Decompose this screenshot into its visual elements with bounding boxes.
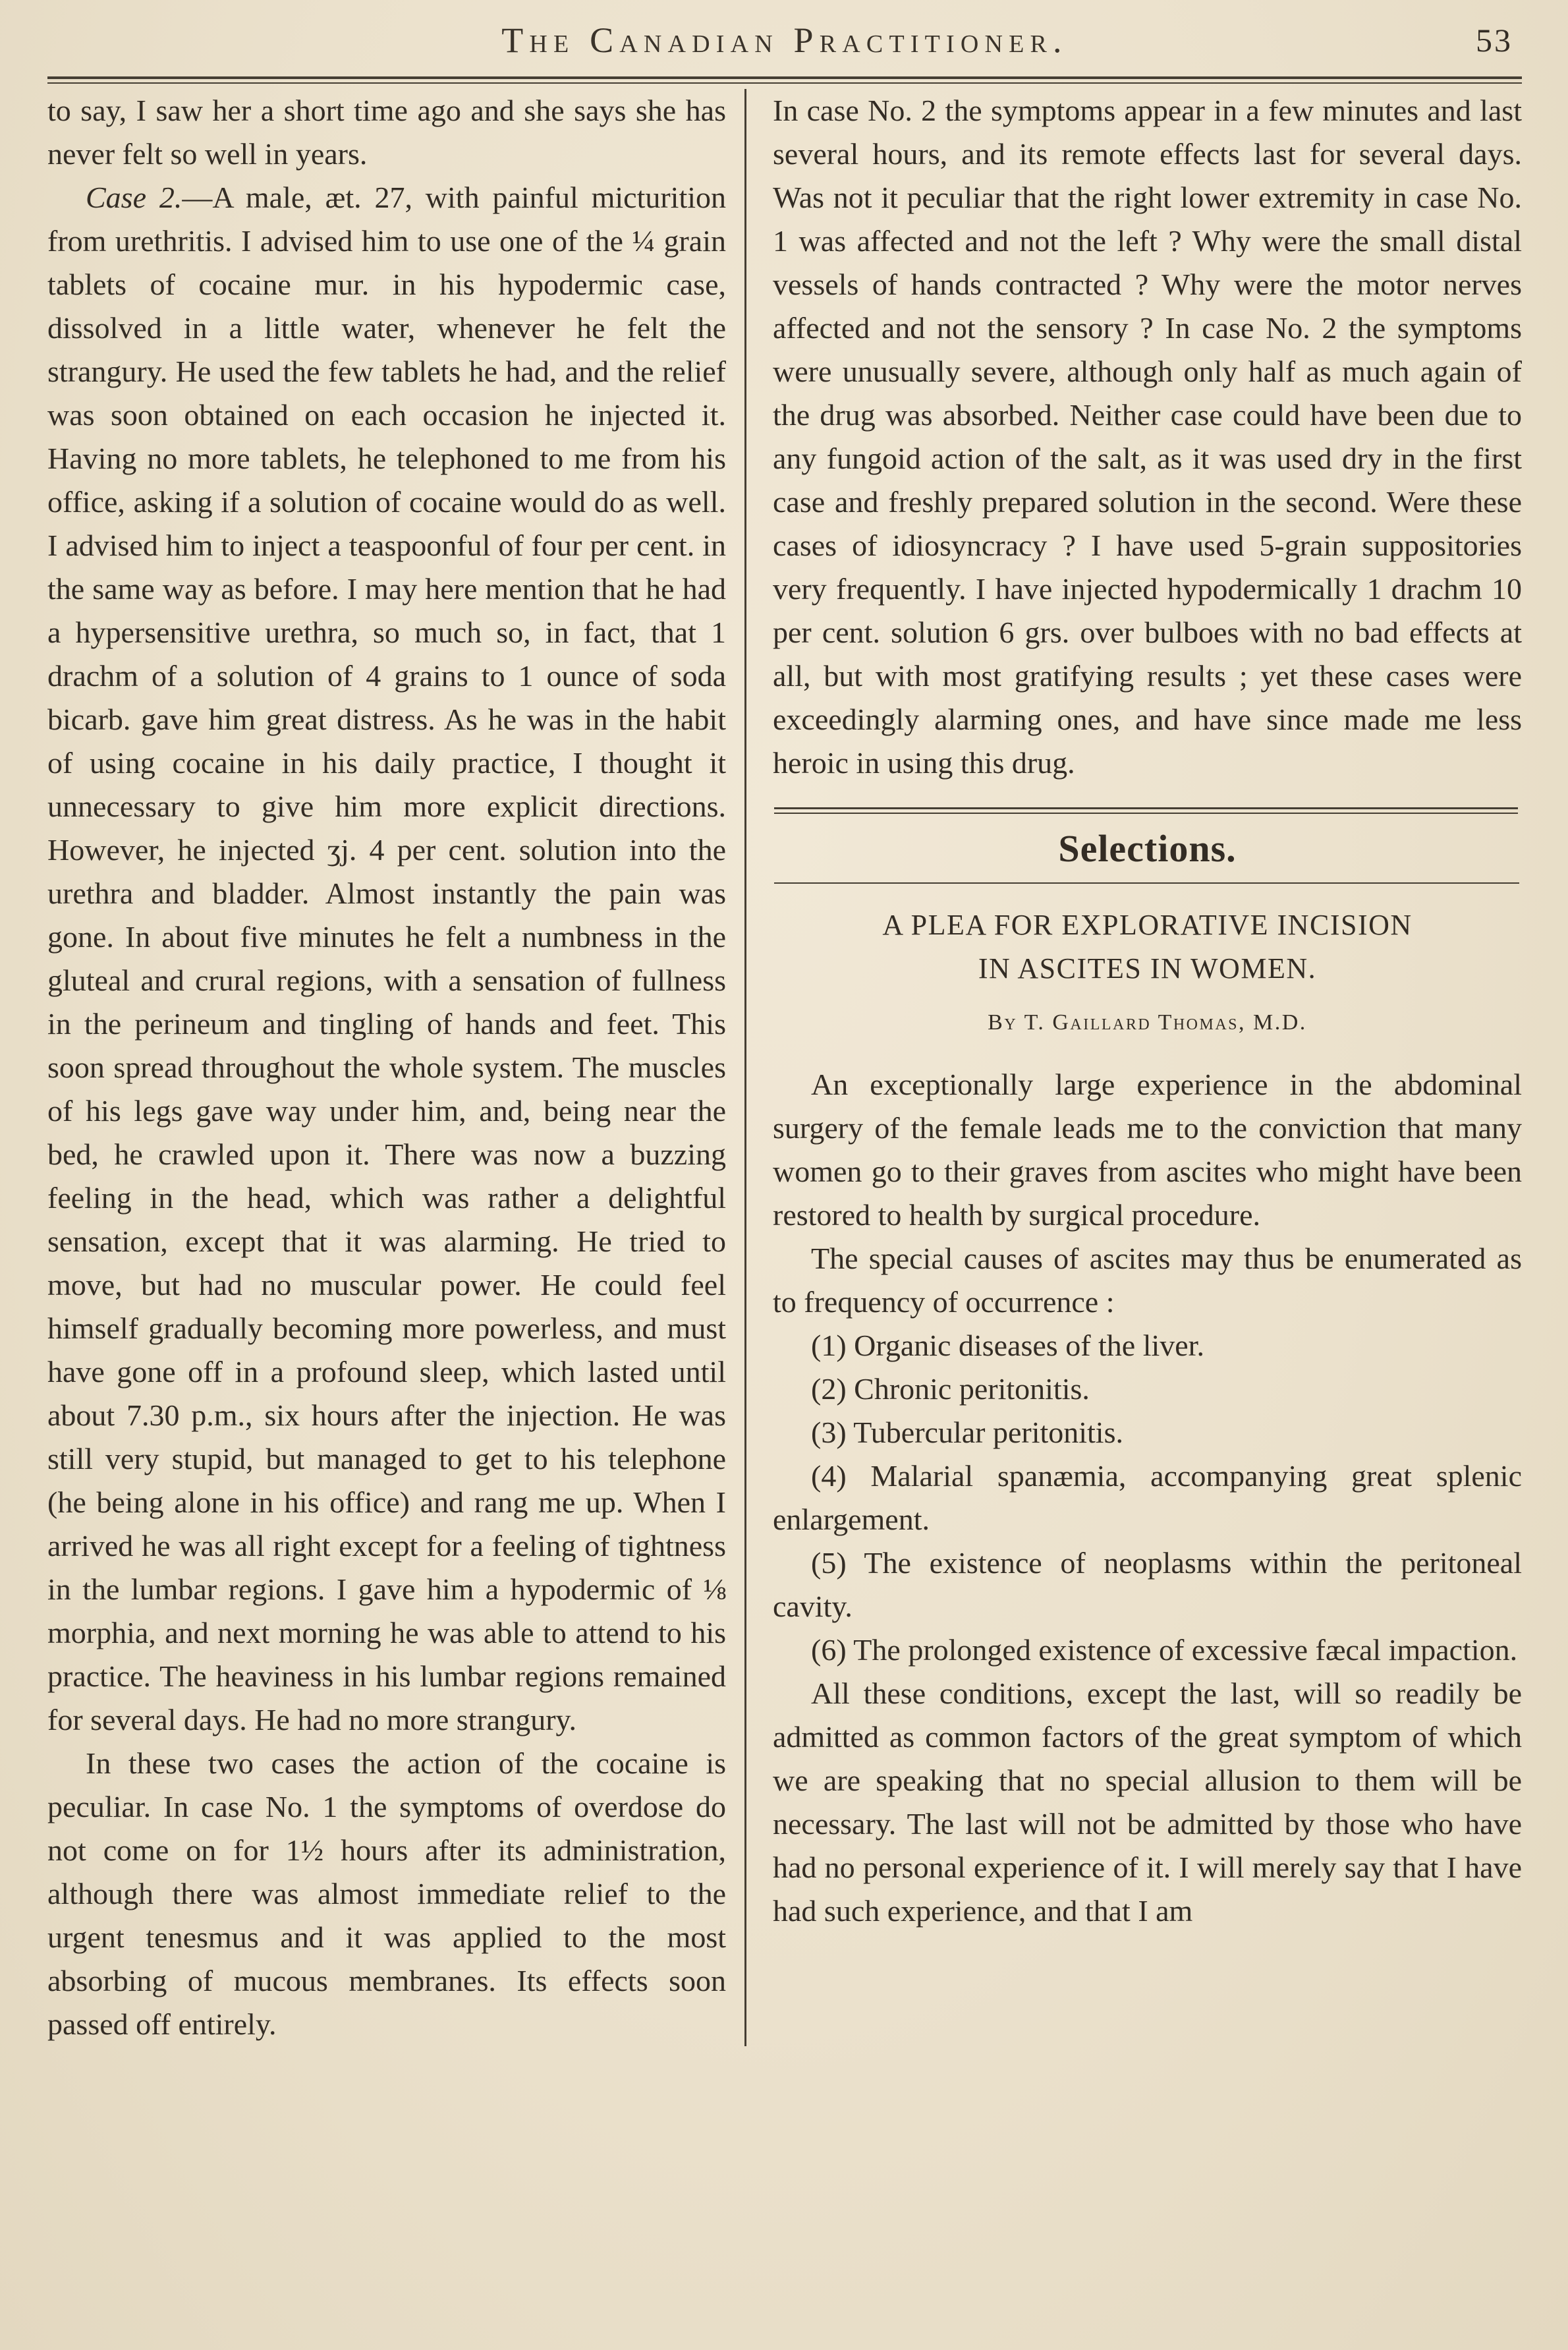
article-title	[773, 903, 1522, 990]
left-column	[47, 89, 744, 2046]
list-item: (4) Malarial spanæmia, accompanying great splenic enlargement.	[773, 1459, 1522, 1536]
section-heading: Selections.	[1058, 827, 1237, 870]
masthead	[47, 20, 1522, 69]
article-title-line1: A PLEA FOR EXPLORATIVE INCISION	[882, 909, 1413, 941]
paragraph-case2	[47, 176, 726, 1742]
case2-text: —A male, æt. 27, with painful micturition from urethritis. I advised him to use one of the ¼ grain tablets of cocaine mur. in his hypodermic case, dissolved in a little water, whenever he felt the strangury. He used the few tablets he had, and the relief was soon obtained on each occasion he injected it. Having no more tablets, he telephoned to me from his office, asking if a solution of cocaine would do as well. I advised him to inject a teaspoonful of four per cent. in the same way as before. I may here mention that he had a hypersensitive urethra, so much so, in fact, that 1 drachm of a solution of 4 grains to 1 ounce of soda bicarb. gave him great distress. As he was in the habit of using cocaine in his daily practice, I thought it unnecessary to give him more explicit directions. However, he injected ʒj. 4 per cent. solution into the urethra and bladder. Almost instantly the pain was gone. In about five minutes he felt a numbness in the gluteal and crural regions, with a sensation of fullness in the perineum and tingling of hands and feet. This soon spread throughout the whole system. The muscles of his legs gave way under him, and, being near the bed, he crawled upon it. There was now a buzzing feeling in the head, which was rather a delightful sensation, except that it was alarming. He tried to move, but had no muscular power. He could feel himself gradually becoming more powerless, and must have gone off in a profound sleep, which lasted until about 7.30 p.m., six hours after the injection. He was still very stupid, but managed to get to his telephone (he being alone in his office) and rang me up. When I arrived he was all right except for a feeling of tightness in the lumbar regions. I gave him a hypodermic of ⅛ morphia, and next morning he was able to attend to his practice. The heaviness in his lumbar regions remained for several days. He had no more strangury.	[47, 181, 727, 1736]
paragraph: to say, I saw her a short time ago and she says she has never felt so well in years.	[47, 94, 726, 171]
paragraph: In these two cases the action of the cocaine is peculiar. In case No. 1 the symptoms of overdose do not come on for 1½ hours after its administration, although there was almost immediate relief to the urgent tenesmus and it was applied to the most absorbing of mucous membranes. Its effects soon passed off entirely.	[47, 1746, 726, 2041]
list-item: (3) Tubercular peritonitis.	[811, 1416, 1123, 1449]
paragraph: The special causes of ascites may thus be enumerated as to frequency of occurrence :	[773, 1242, 1522, 1319]
heading-rule	[774, 882, 1519, 884]
section-divider	[774, 807, 1518, 814]
paragraph: An exceptionally large experience in the abdominal surgery of the female leads me to the conviction that many women go to their graves from ascites who might have been restored to health by surgical procedure.	[773, 1068, 1522, 1232]
paragraph: All these conditions, except the last, will so readily be admitted as common factors of the great symptom of which we are speaking that no special allusion to them will be necessary. The last will not be admitted by those who have had no personal experience of it. I will merely say that I have had such experience, and that I am	[773, 1677, 1522, 1928]
journal-title: The Canadian Practitioner.	[501, 20, 1068, 60]
page-number: 53	[1476, 22, 1513, 59]
page-columns	[47, 89, 1522, 2046]
list-item: (1) Organic diseases of the liver.	[811, 1329, 1204, 1362]
right-column	[746, 89, 1522, 2046]
list-item: (6) The prolonged existence of excessive fæcal impaction.	[811, 1633, 1518, 1667]
list-item: (2) Chronic peritonitis.	[811, 1372, 1090, 1406]
case-label: Case 2.	[86, 181, 182, 214]
article-title-line2: IN ASCITES IN WOMEN.	[978, 952, 1317, 985]
list-item: (5) The existence of neoplasms within the peritoneal cavity.	[773, 1546, 1522, 1623]
article-byline: By T. Gaillard Thomas, M.D.	[988, 1010, 1307, 1035]
paragraph: In case No. 2 the symptoms appear in a few minutes and last several hours, and its remote effects last for several days. Was not it peculiar that the right lower extremity in case No. 1 was affected and not the left ? Why were the small distal vessels of hands contracted ? Why were the motor nerves affected and not the sensory ? In case No. 2 the symptoms were unusually severe, although only half as much again of the drug was absorbed. Neither case could have been due to any fungoid action of the salt, as it was used dry in the first case and freshly prepared solution in the second. Were these cases of idiosyncracy ? I have used 5-grain suppositories very frequently. I have injected hypodermically 1 drachm 10 per cent. solution 6 grs. over bulboes with no bad effects at all, but with most gratifying results ; yet these cases were exceedingly alarming ones, and have since made me less heroic in using this drug.	[773, 94, 1522, 780]
header-rule	[47, 76, 1522, 84]
